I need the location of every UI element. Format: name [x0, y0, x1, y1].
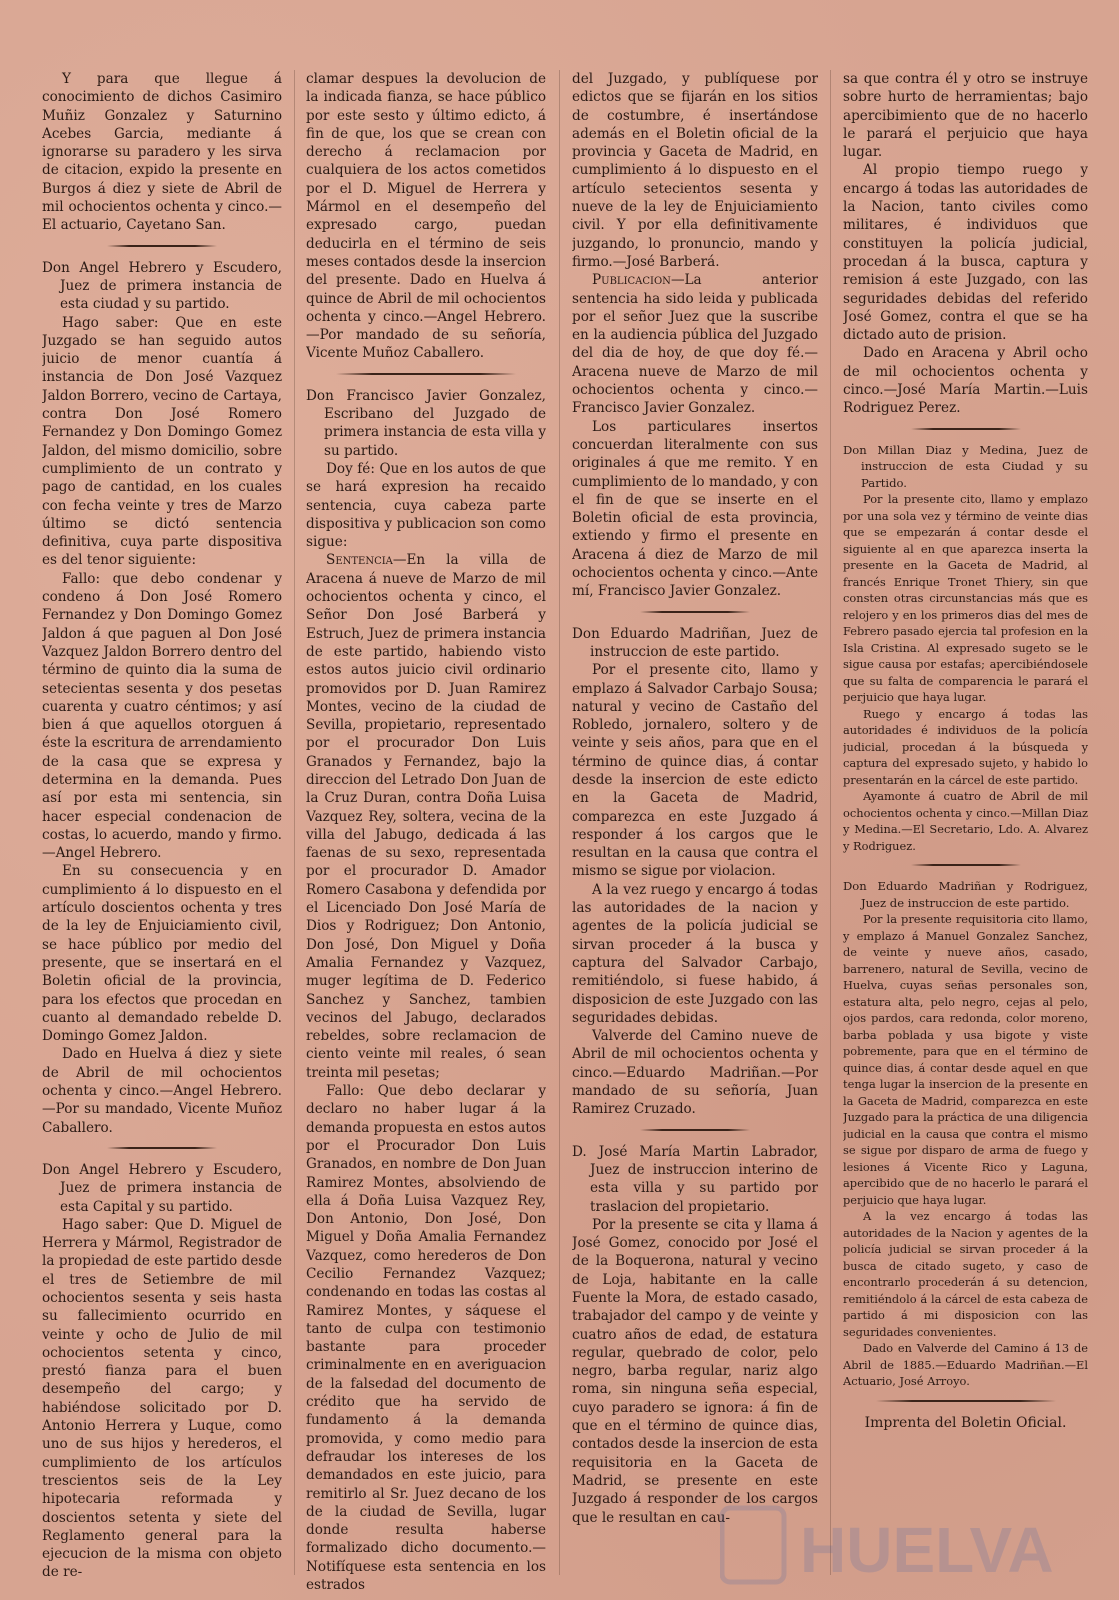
paragraph: Y para que llegue á conocimiento de dichos Casimiro Muñiz Gonzalez y Saturnino Acebes Garcia, mediante á ignorarse su paradero y les sirva de citacion, expido la presente en Burgos á diez y siete de Abril de mil ochocientos ochenta y cinco.—El actuario, Cayetano San. — [42, 71, 282, 234]
column-2 — [306, 70, 546, 1594]
paragraph: Ruego y encargo á todas las autoridades é individuos de la policía judicial, procedan á la búsqueda y captura del expresado sujeto, y habido lo presentarán en la cárcel de este partido. — [843, 706, 1088, 787]
paragraph: Al propio tiempo ruego y encargo á todas las autoridades de la Nacion, tanto civiles como militares, é individuos que constituyen la policía judicial, procedan á la busca, captura y remision á este Juzgado, con las seguridades debidas del referido José Gomez, contra el que se ha dictado auto de prision. — [843, 162, 1088, 344]
column-divider — [294, 70, 295, 1575]
paragraph: Dado en Aracena y Abril ocho de mil ochocientos ochenta y cinco.—José María Martin.—Luis Rodriguez Perez. — [843, 345, 1088, 417]
separator-rule — [876, 1400, 1056, 1402]
column-3 — [572, 70, 818, 1527]
paragraph: Hago saber: Que D. Miguel de Herrera y Mármol, Registrador de la propiedad de este partido desde el tres de Setiembre de mil ochocientos sesenta y seis hasta su fallecimiento ocurrido en veinte y ocho de Julio de mil ochocientos setenta y cinco, prestó fianza para el buen desempeño del cargo; y habiéndose solicitado por D. Antonio Herrera y Luque, como uno de sus hijos y herederos, el cumplimiento de los artículos trescientos seis de la Ley hipotecaria reformada y doscientos setenta y siete del Reglamento general para la ejecucion de la misma con objeto de re- — [42, 1216, 282, 1581]
separator-rule — [911, 864, 1021, 866]
paragraph: Fallo: Que debo declarar y declaro no haber lugar á la demanda propuesta en estos autos por el Procurador Don Luis Granados, en nombre de Don Juan Ramirez Montes, absolviendo de ella á Doña Luisa Vazquez Rey, Don Antonio, Don José, Don Miguel y Doña Amalia Fernandez Vazquez, como herederos de Don Cecilio Fernandez Vazquez; condenando en todas las costas al Ramirez Montes, y sáquese el tanto de culpa con testimonio bastante para proceder criminalmente en en averiguacion de la falsedad del documento de crédito que ha servido de fundamento á la demanda promovida, y como medio para defraudar los intereses de los demandados en este juicio, para remitirlo al Sr. Juez decano de los de la ciudad de Sevilla, lugar donde resulta haberse formalizado dicho documento.—Notifíquese esta sentencia en los estrados — [306, 1083, 546, 1594]
paragraph: Por la presente cito, llamo y emplazo por una sola vez y término de veinte dias que se empezarán á contar desde el siguiente al en que aparezca inserta la presente en la Gaceta de Madrid, al francés Enrique Tronet Thiery, sin que consten otras circunstancias más que es relojero y en los primeros dias del mes de Febrero pasado ejercia tal profesion en la Isla Cristina. Al expresado sugeto se le sigue causa por estafas; apercibiéndosele que su falta de comparencia le parará el perjuicio que haya lugar. — [843, 492, 1088, 705]
paragraph-text: —La anterior sentencia ha sido leida y publicada por el señor Juez que la suscribe en la audiencia pública del Juzgado del dia de hoy, de que doy fé.—Aracena nueve de Marzo de mil ochocientos ochenta y cinco.—Francisco Javier Gonzalez. — [572, 272, 818, 417]
paragraph: Por la presente requisitoria cito llamo, y emplazo á Manuel Gonzalez Sanchez, de veinte y nueve años, casado, barrenero, natural de Sevilla, vecino de Huelva, cuyas señas personales son, estatura alta, pelo negro, cejas al pelo, ojos pardos, cara redonda, color moreno, barba poblada y usa bigote y viste pobremente, para que en el término de quince dias, á contar desde aquel en que tenga lugar la insercion de la presente en la Gaceta de Madrid, comparezca en este Juzgado para la práctica de una diligencia judicial en la causa que contra el mismo se sigue por disparo de arma de fuego y lesiones á Vicente Rico y Laguna, apercibido que de no hacerlo le parará el perjuicio que haya lugar. — [843, 912, 1088, 1207]
column-divider — [559, 70, 560, 1575]
paragraph: sa que contra él y otro se instruye sobre hurto de herramientas; bajo apercibimiento que de no hacerlo le parará el perjuicio que haya lugar. — [843, 71, 1088, 161]
small-print-section — [843, 442, 1088, 1390]
column-divider — [830, 70, 831, 1575]
paragraph: Dado en Huelva á diez y siete de Abril de mil ochocientos ochenta y cinco.—Angel Hebrero.—Por su mandado, Vicente Muñoz Caballero. — [42, 1046, 282, 1136]
sentencia-label: Sentencia — [326, 552, 393, 569]
separator-rule — [336, 373, 516, 375]
column-4 — [843, 70, 1088, 1432]
separator-rule — [107, 245, 217, 247]
paragraph: del Juzgado, y publíquese por edictos que se fijarán en los sitios de costumbre, é insertándose además en el Boletin oficial de la provincia y Gaceta de Madrid, en cumplimiento á lo dispuesto en el artículo setecientos sesenta y nueve de la ley de Enjuiciamiento civil. Y por ella definitivamente juzgando, lo pronuncio, mando y firmo.—José Barberá. — [572, 71, 818, 270]
column-1 — [42, 70, 282, 1582]
edict-heading: Don Angel Hebrero y Escudero, Juez de primera instancia de esta Capital y su partido. — [42, 1161, 282, 1215]
separator-rule — [107, 1147, 217, 1149]
paragraph-text: —En la villa de Aracena á nueve de Marzo de mil ochocientos ochenta y cinco, el Señor Don José Barberá y Estruch, Juez de primera instancia de este partido, habiendo visto estos autos juicio civil ordinario promovidos por D. Juan Ramirez Montes, vecino de la ciudad de Sevilla, propietario, representado por el procurador Don Luis Granados y Fernandez, bajo la direccion del Letrado Don Juan de la Cruz Duran, contra Doña Luisa Vazquez Rey, soltera, vecina de la villa del Jabugo, dedicada á las faenas de su sexo, representada por el procurador D. Amador Romero Casabona y defendida por el Licenciado Don José María de Dios y Rodriguez; Don Antonio, Don José, Don Miguel y Doña Amalia Fernandez y Vazquez, muger legítima de D. Federico Sanchez y Sanchez, tambien vecinos del Jabugo, declarados rebeldes, sobre reclamacion de ciento veinte mil reales, ó sean treinta mil pesetas; — [306, 552, 546, 1081]
publicacion-label: Publicacion — [592, 272, 671, 289]
archive-watermark — [720, 1500, 1080, 1590]
watermark-text: HUELVA — [800, 1514, 1054, 1586]
separator-rule — [640, 611, 750, 613]
paragraph: Por el presente cito, llamo y emplazo á Salvador Carbajo Sousa; natural y vecino de Castaño del Robledo, jornalero, soltero y de veinte y seis años, para que en el término de quince dias, á contar desde la insercion de este edicto en la Gaceta de Madrid, comparezca en este Juzgado á responder á los cargos que le resultan en la causa que contra el mismo se sigue por violacion. — [572, 662, 818, 880]
edict-heading: Don Eduardo Madriñan y Rodriguez, Juez de instruccion de este partido. — [843, 879, 1088, 910]
shield-icon — [722, 1508, 784, 1582]
edict-heading: Don Angel Hebrero y Escudero, Juez de primera instancia de esta ciudad y su partido. — [42, 259, 282, 313]
paragraph: En su consecuencia y en cumplimiento á lo dispuesto en el artículo doscientos ochenta y tres de la ley de Enjuiciamiento civil, se hace público por medio del presente, que se insertará en el Boletin oficial de la provincia, para los efectos que procedan en cuanto al demandado rebelde D. Domingo Gomez Jaldon. — [42, 863, 282, 1045]
separator-rule — [640, 1129, 750, 1131]
edict-heading: Don Millan Diaz y Medina, Juez de instruccion de esta Ciudad y su Partido. — [843, 442, 1088, 490]
paragraph: Valverde del Camino nueve de Abril de mil ochocientos ochenta y cinco.—Eduardo Madriñan.—Por mandado de su señoría, Juan Ramirez Cruzado. — [572, 1028, 818, 1118]
paragraph — [572, 271, 818, 417]
printer-footer: Imprenta del Boletin Oficial. — [864, 1414, 1067, 1431]
paragraph: Dado en Valverde del Camino á 13 de Abril de 1885.—Eduardo Madriñan.—El Actuario, José Arroyo. — [843, 1341, 1088, 1389]
paragraph: A la vez encargo á todas las autoridades de la Nacion y agentes de la policía judicial se sirvan proceder á la busca de citado sugeto, y caso de encontrarlo procederán á su detencion, remitiéndolo á la cárcel de esta cabeza de partido á mi disposicion con las seguridades convenientes. — [843, 1209, 1088, 1339]
edict-heading: Don Eduardo Madriñan, Juez de instruccion de este partido. — [572, 625, 818, 660]
paragraph: Hago saber: Que en este Juzgado se han seguido autos juicio de menor cuantía á instancia de Don José Vazquez Jaldon Borrero, vecino de Cartaya, contra Don José Romero Fernandez y Don Domingo Gomez Jaldon, del mismo domicilio, sobre cumplimiento de un contrato y pago de cantidad, en los cuales con fecha veinte y tres de Marzo último se dictó sentencia definitiva, cuya parte dispositiva es del tenor siguiente: — [42, 314, 282, 569]
paragraph: clamar despues la devolucion de la indicada fianza, se hace público por este sesto y último edicto, á fin de que, los que se crean con derecho á reclamacion por cualquiera de los actos cometidos por el D. Miguel de Herrera y Mármol en el desempeño del expresado cargo, puedan deducirla en el término de seis meses contados desde la insercion del presente. Dado en Huelva á quince de Abril de mil ochocientos ochenta y cinco.—Angel Hebrero.—Por mandado de su señoría, Vicente Muñoz Caballero. — [306, 71, 546, 362]
edict-heading: Don Francisco Javier Gonzalez, Escribano del Juzgado de primera instancia de esta villa y su partido. — [306, 387, 546, 459]
paragraph: Fallo: que debo condenar y condeno á Don José Romero Fernandez y Don Domingo Gomez Jaldon á que paguen al Don José Vazquez Jaldon Borrero dentro del término de quinto dia la suma de setecientas sesenta y dos pesetas cuarenta y cuatro céntimos; y así bien á que aquellos otorguen á éste la escritura de arrendamiento de la casa que se expresa y determina en la demanda. Pues así por esta mi sentencia, sin hacer especial condenacion de costas, lo acuerdo, mando y firmo.—Angel Hebrero. — [42, 570, 282, 862]
edict-heading: D. José María Martin Labrador, Juez de instruccion interino de esta villa y su partido por traslacion del propietario. — [572, 1143, 818, 1215]
paragraph: Por la presente se cita y llama á José Gomez, conocido por José el de la Boquerona, natural y vecino de Loja, habitante en la calle Fuente la Mora, de estado casado, trabajador del campo y de veinte y cuatro años de edad, de estatura regular, quebrado de color, pelo negro, barba regular, nariz algo roma, sin ninguna seña especial, cuyo paradero se ignora: á fin de que en el término de quince dias, contados desde la insercion de esta requisitoria en la Gaceta de Madrid, se presente en este Juzgado á responder de los cargos que le resultan en cau- — [572, 1216, 818, 1526]
paragraph: Doy fé: Que en los autos de que se hará expresion ha recaido sentencia, cuya cabeza parte dispositiva y publicacion son como sigue: — [306, 460, 546, 551]
paragraph: Los particulares insertos concuerdan literalmente con sus originales á que me remito. Y en cumplimiento de lo mandado, y con el fin de que se inserte en el Boletin oficial de esta provincia, extiendo y firmo el presente en Aracena á diez de Marzo de mil ochocientos ochenta y cinco.—Ante mí, Francisco Javier Gonzalez. — [572, 418, 818, 600]
separator-rule — [911, 428, 1021, 430]
paragraph — [306, 551, 546, 1082]
paragraph: A la vez ruego y encargo á todas las autoridades de la nacion y agentes de la policía judicial se sirvan proceder á la busca y captura del Salvador Carbajo, remitiéndolo, si fuese habido, á disposicion de este Juzgado con las seguridades debidas. — [572, 881, 818, 1026]
paragraph: Ayamonte á cuatro de Abril de mil ochocientos ochenta y cinco.—Millan Diaz y Medina.—El Secretario, Ldo. A. Alvarez y Rodriguez. — [843, 789, 1088, 853]
